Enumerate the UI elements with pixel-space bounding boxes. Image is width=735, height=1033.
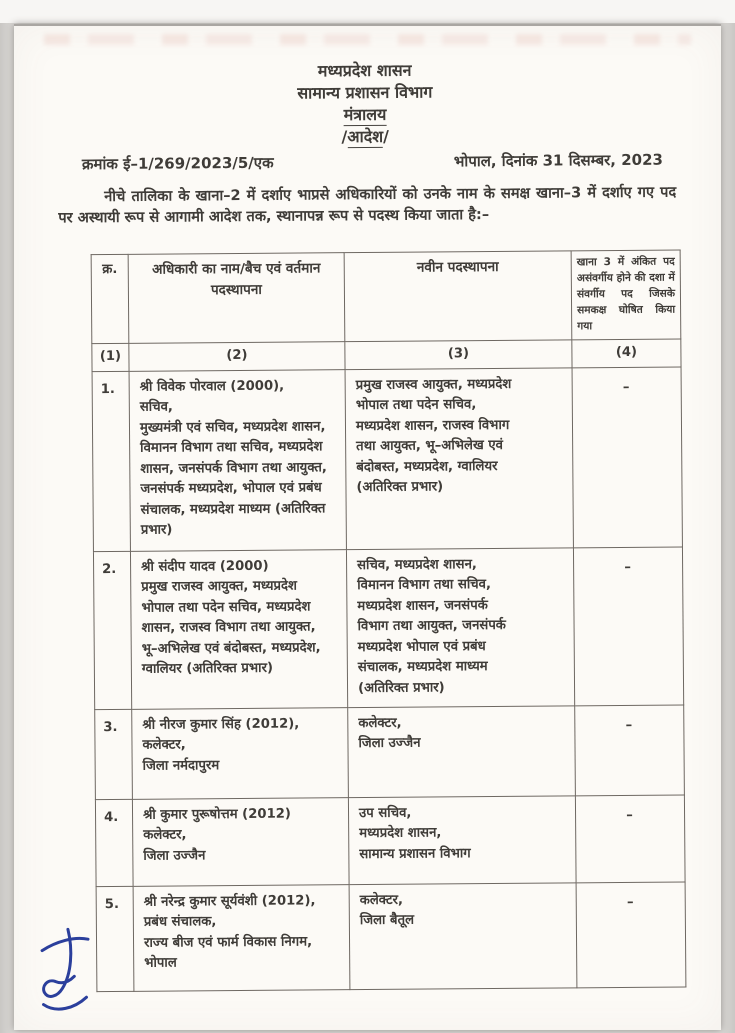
place-and-date: भोपाल, दिनांक 31 दिसम्बर, 2023 (453, 150, 663, 171)
officer-new-posting: कलेक्टर, जिला उज्जैन (348, 706, 576, 798)
signature-mark (28, 922, 109, 1027)
ministry-label: मंत्रालय (343, 104, 387, 125)
equivalent-post-value: – (572, 367, 682, 548)
officer-new-posting: प्रमुख राजस्व आयुक्त, मध्यप्रदेश भोपाल तथा पदेन सचिव, मध्यप्रदेश शासन, राजस्व विभाग तथा आयुक्त, भू–अभिलेख एवं बंदोबस्त, मध्यप्रदेश, ग्वालियर (अतिरिक्त प्रभार) (345, 368, 573, 550)
officer-current-posting: श्री विवेक पोरवाल (2000), सचिव, मुख्यमंत्री एवं सचिव, मध्यप्रदेश शासन, विमानन विभाग तथा सचिव, मध्यप्रदेश शासन, जनसंपर्क विभाग तथा आयुक्त, जनसंपर्क मध्यप्रदेश, भोपाल एवं प्रबंध संचालक, मध्यप्रदेश माध्यम (अतिरिक्त प्रभार) (129, 370, 346, 552)
reference-line (82, 150, 663, 175)
officer-new-posting: सचिव, मध्यप्रदेश शासन, विमानन विभाग तथा सचिव, मध्यप्रदेश शासन, जनसंपर्क विभाग तथा आयुक्त, जनसंपर्क मध्यप्रदेश भोपाल एवं प्रबंध संचालक, मध्यप्रदेश माध्यम (अतिरिक्त प्रभार) (346, 548, 574, 708)
col-number-2: (2) (129, 342, 345, 372)
table-row (96, 882, 686, 992)
officer-new-posting: कलेक्टर, जिला बैतूल (349, 883, 577, 990)
col-header-serial: क्र. (91, 254, 129, 343)
document-header (11, 57, 719, 151)
row-serial: 3. (95, 709, 133, 799)
col-number-3: (3) (345, 340, 572, 370)
table-header-row (91, 250, 681, 344)
officer-new-posting: उप सचिव, मध्यप्रदेश शासन, सामान्य प्रशासन विभाग (348, 796, 576, 885)
equivalent-post-value: – (575, 705, 685, 796)
order-number: क्रमांक ई–1/269/2023/5/एक (81, 153, 274, 174)
table-row (92, 367, 682, 552)
government-name: मध्यप्रदेश शासन (317, 60, 412, 81)
scan-top-margin (0, 0, 735, 23)
col-number-4: (4) (572, 339, 681, 368)
row-serial: 5. (96, 886, 134, 991)
officer-current-posting: श्री नीरज कुमार सिंह (2012), कलेक्टर, जिला नर्मदापुरम (132, 708, 349, 800)
col-number-1: (1) (92, 343, 129, 371)
row-serial: 1. (92, 371, 130, 551)
order-label: /आदेश/ (341, 126, 389, 147)
equivalent-post-value: – (575, 795, 685, 883)
officer-current-posting: श्री कुमार पुरूषोत्तम (2012) कलेक्टर, जिला उज्जैन (132, 798, 349, 887)
equivalent-post-value: – (576, 882, 686, 988)
col-header-current-posting: अधिकारी का नाम/बैच एवं वर्तमान पदस्थापना (128, 253, 345, 344)
posting-order-table (91, 250, 687, 993)
col-header-equivalent-post: खाना 3 में अंकित पद असंवर्गीय होने की दशा में संवर्गीय पद जिसके समकक्ष घोषित किया गया (571, 250, 681, 340)
table-row (95, 795, 685, 887)
row-serial: 4. (95, 799, 133, 886)
document-page (14, 24, 721, 1030)
row-serial: 2. (93, 551, 131, 709)
table-row (95, 705, 685, 800)
table-row (93, 547, 683, 710)
officer-current-posting: श्री संदीप यादव (2000) प्रमुख राजस्व आयुक्त, मध्यप्रदेश भोपाल तथा पदेन सचिव, मध्यप्रदेश शासन, राजस्व विभाग तथा आयुक्त, भू–अभिलेख एवं बंदोबस्त, मध्यप्रदेश, ग्वालियर (अतिरिक्त प्रभार) (130, 550, 347, 710)
order-intro-paragraph: नीचे तालिका के खाना–2 में दर्शाए भाप्रसे अधिकारियों को उनके नाम के समक्ष खाना–3 में दर्शाए गए पद पर अस्थायी रूप से आगामी आदेश तक, स्थानापन्न रूप से पदस्थ किया जाता है:– (58, 183, 677, 227)
equivalent-post-value: – (573, 547, 683, 706)
department-name: सामान्य प्रशासन विभाग (297, 82, 433, 103)
officer-current-posting: श्री नरेन्द्र कुमार सूर्यवंशी (2012), प्रबंध संचालक, राज्य बीज एवं फार्म विकास निगम, भोपाल (133, 885, 350, 992)
col-header-new-posting: नवीन पदस्थापना (344, 251, 572, 342)
